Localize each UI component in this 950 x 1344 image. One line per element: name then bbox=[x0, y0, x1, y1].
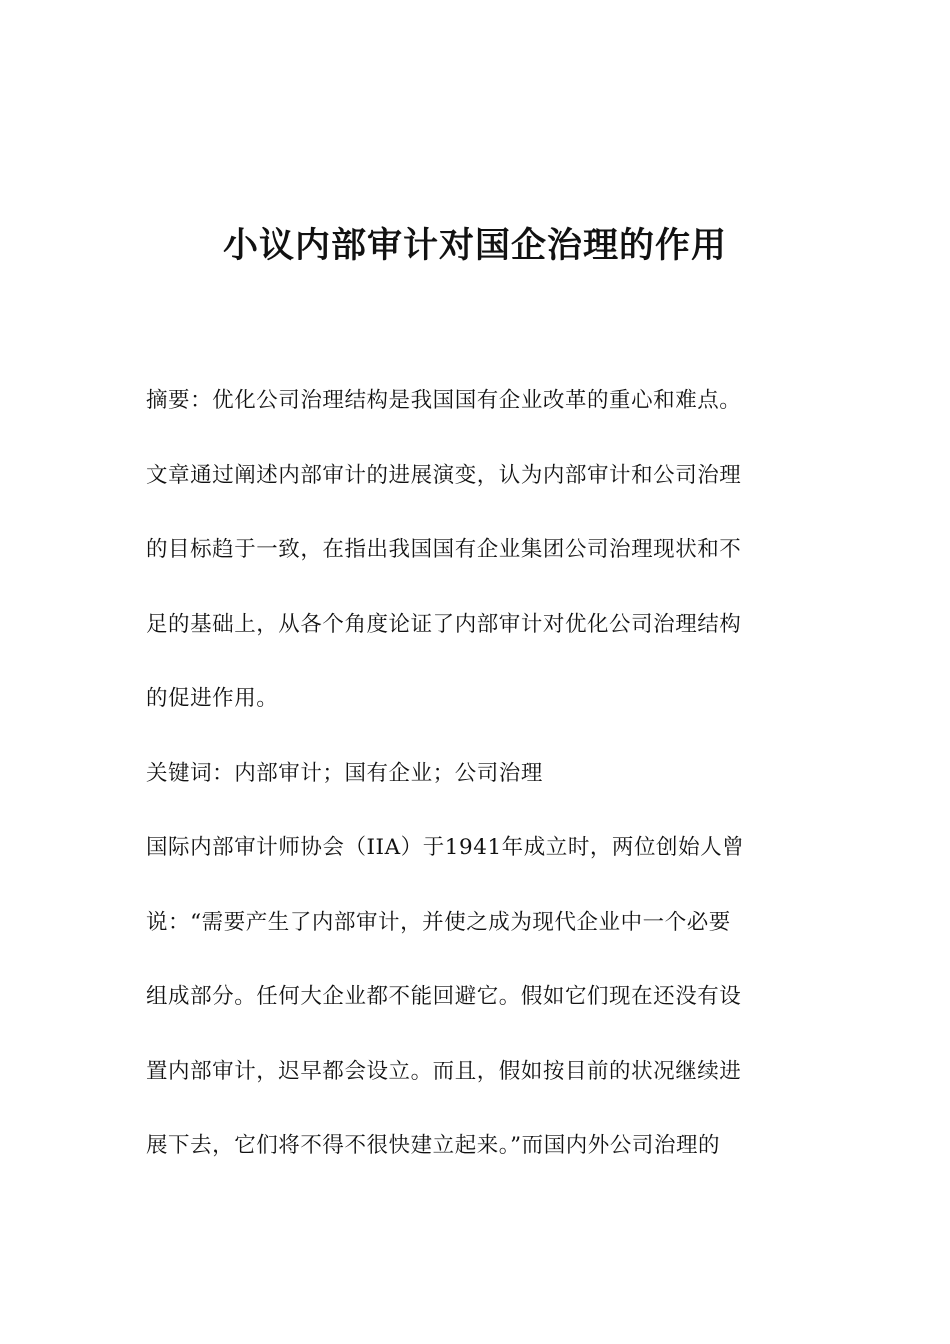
abstract-line: 的促进作用。 bbox=[146, 686, 279, 711]
abstract-line: 文章通过阐述内部审计的进展演变，认为内部审计和公司治理 bbox=[146, 462, 742, 488]
document-title: 小议内部审计对国企治理的作用 bbox=[222, 226, 727, 266]
abstract-line: 足的基础上，从各个角度论证了内部审计对优化公司治理结构 bbox=[146, 611, 742, 637]
keywords-paragraph bbox=[146, 737, 806, 812]
intro-line: 展下去，它们将不得不很快建立起来。”而国内外公司治理的 bbox=[146, 1133, 721, 1158]
intro-line: 置内部审计，迟早都会设立。而且，假如按目前的状况继续进 bbox=[146, 1058, 742, 1084]
abstract-line: 的目标趋于一致，在指出我国国有企业集团公司治理现状和不 bbox=[146, 537, 742, 562]
intro-line: 组成部分。任何大企业都不能回避它。假如它们现在还没有设 bbox=[146, 984, 742, 1009]
intro-line: 国际内部审计师协会（IIA）于1941年成立时，两位创始人曾 bbox=[146, 835, 745, 860]
abstract-line: 摘要：优化公司治理结构是我国国有企业改革的重心和难点。 bbox=[146, 388, 742, 413]
intro-paragraph bbox=[146, 811, 806, 1184]
intro-line: 说：“需要产生了内部审计，并使之成为现代企业中一个必要 bbox=[146, 909, 731, 935]
abstract-paragraph bbox=[146, 364, 806, 737]
keywords-line: 关键词：内部审计；国有企业；公司治理 bbox=[146, 761, 543, 786]
